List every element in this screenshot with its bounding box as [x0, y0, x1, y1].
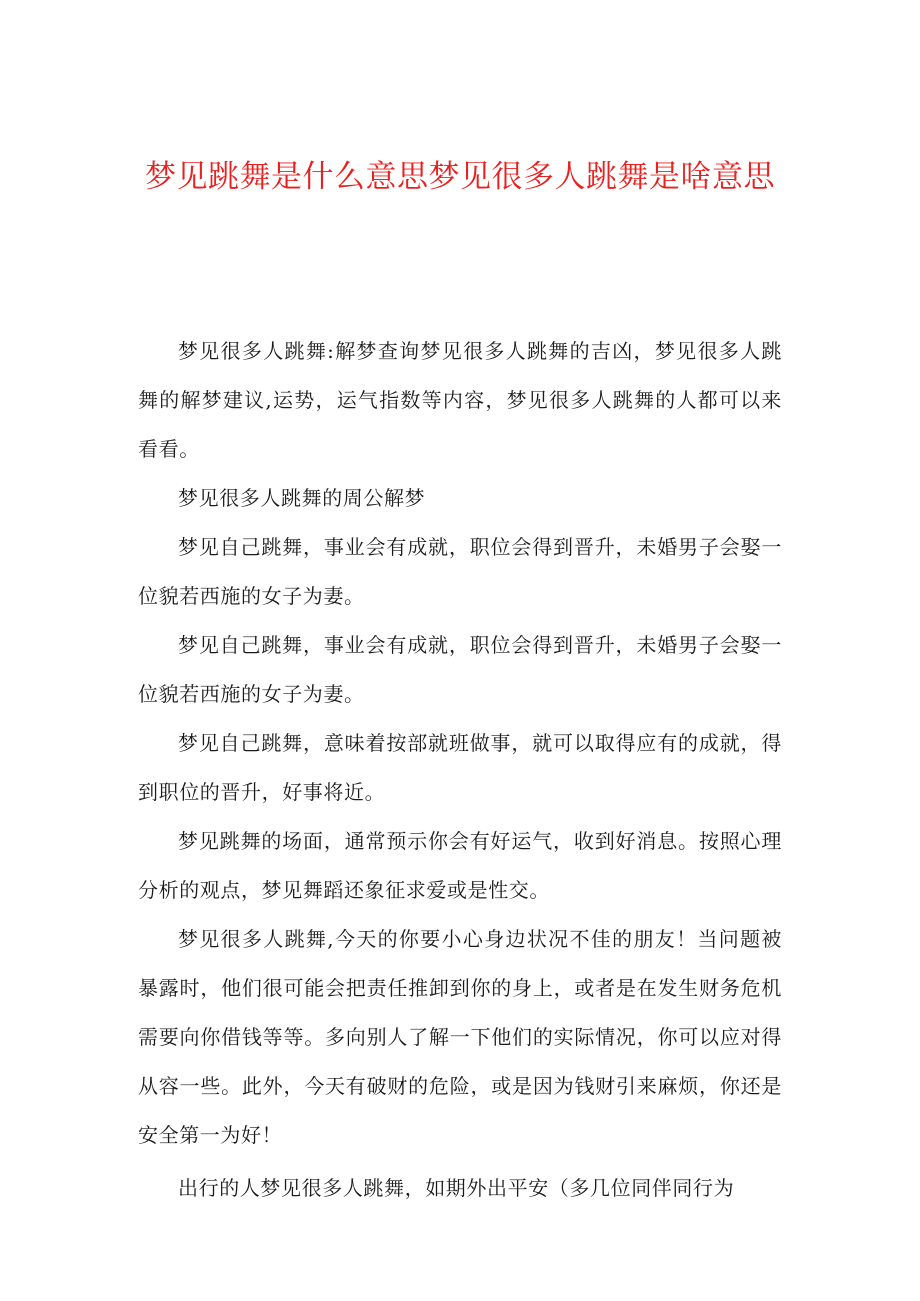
paragraph-dance-scene: 梦见跳舞的场面，通常预示你会有好运气，收到好消息。按照心理分析的观点，梦见舞蹈还象征求爱或是性交。: [138, 829, 782, 902]
paragraph-dance-self-3: 梦见自己跳舞，意味着按部就班做事，就可以取得应有的成就，得到职位的晋升，好事将近。: [138, 731, 782, 804]
document-title: 梦见跳舞是什么意思梦见很多人跳舞是啥意思: [145, 159, 775, 195]
paragraph-dance-self-2: 梦见自己跳舞，事业会有成就，职位会得到晋升，未婚男子会娶一位貌若西施的女子为妻。: [138, 633, 782, 706]
paragraph-intro: 梦见很多人跳舞:解梦查询梦见很多人跳舞的吉凶，梦见很多人跳舞的解梦建议,运势，运气指数等内容，梦见很多人跳舞的人都可以来看看。: [138, 339, 782, 461]
paragraph-travel: 出行的人梦见很多人跳舞，如期外出平安（多几位同伴同行为: [178, 1176, 735, 1200]
paragraph-many-people: 梦见很多人跳舞,今天的你要小心身边状况不佳的朋友！当问题被暴露时，他们很可能会把责任推卸到你的身上，或者是在发生财务危机需要向你借钱等等。多向别人了解一下他们的实际情况，你可以应对得从容一些。此外，今天有破财的危险，或是因为钱财引来麻烦，你还是安全第一为好！: [138, 927, 782, 1147]
paragraph-dance-self-1: 梦见自己跳舞，事业会有成就，职位会得到晋升，未婚男子会娶一位貌若西施的女子为妻。: [138, 535, 782, 608]
paragraph-subheading: 梦见很多人跳舞的周公解梦: [178, 486, 426, 510]
document-body: [138, 327, 782, 1213]
